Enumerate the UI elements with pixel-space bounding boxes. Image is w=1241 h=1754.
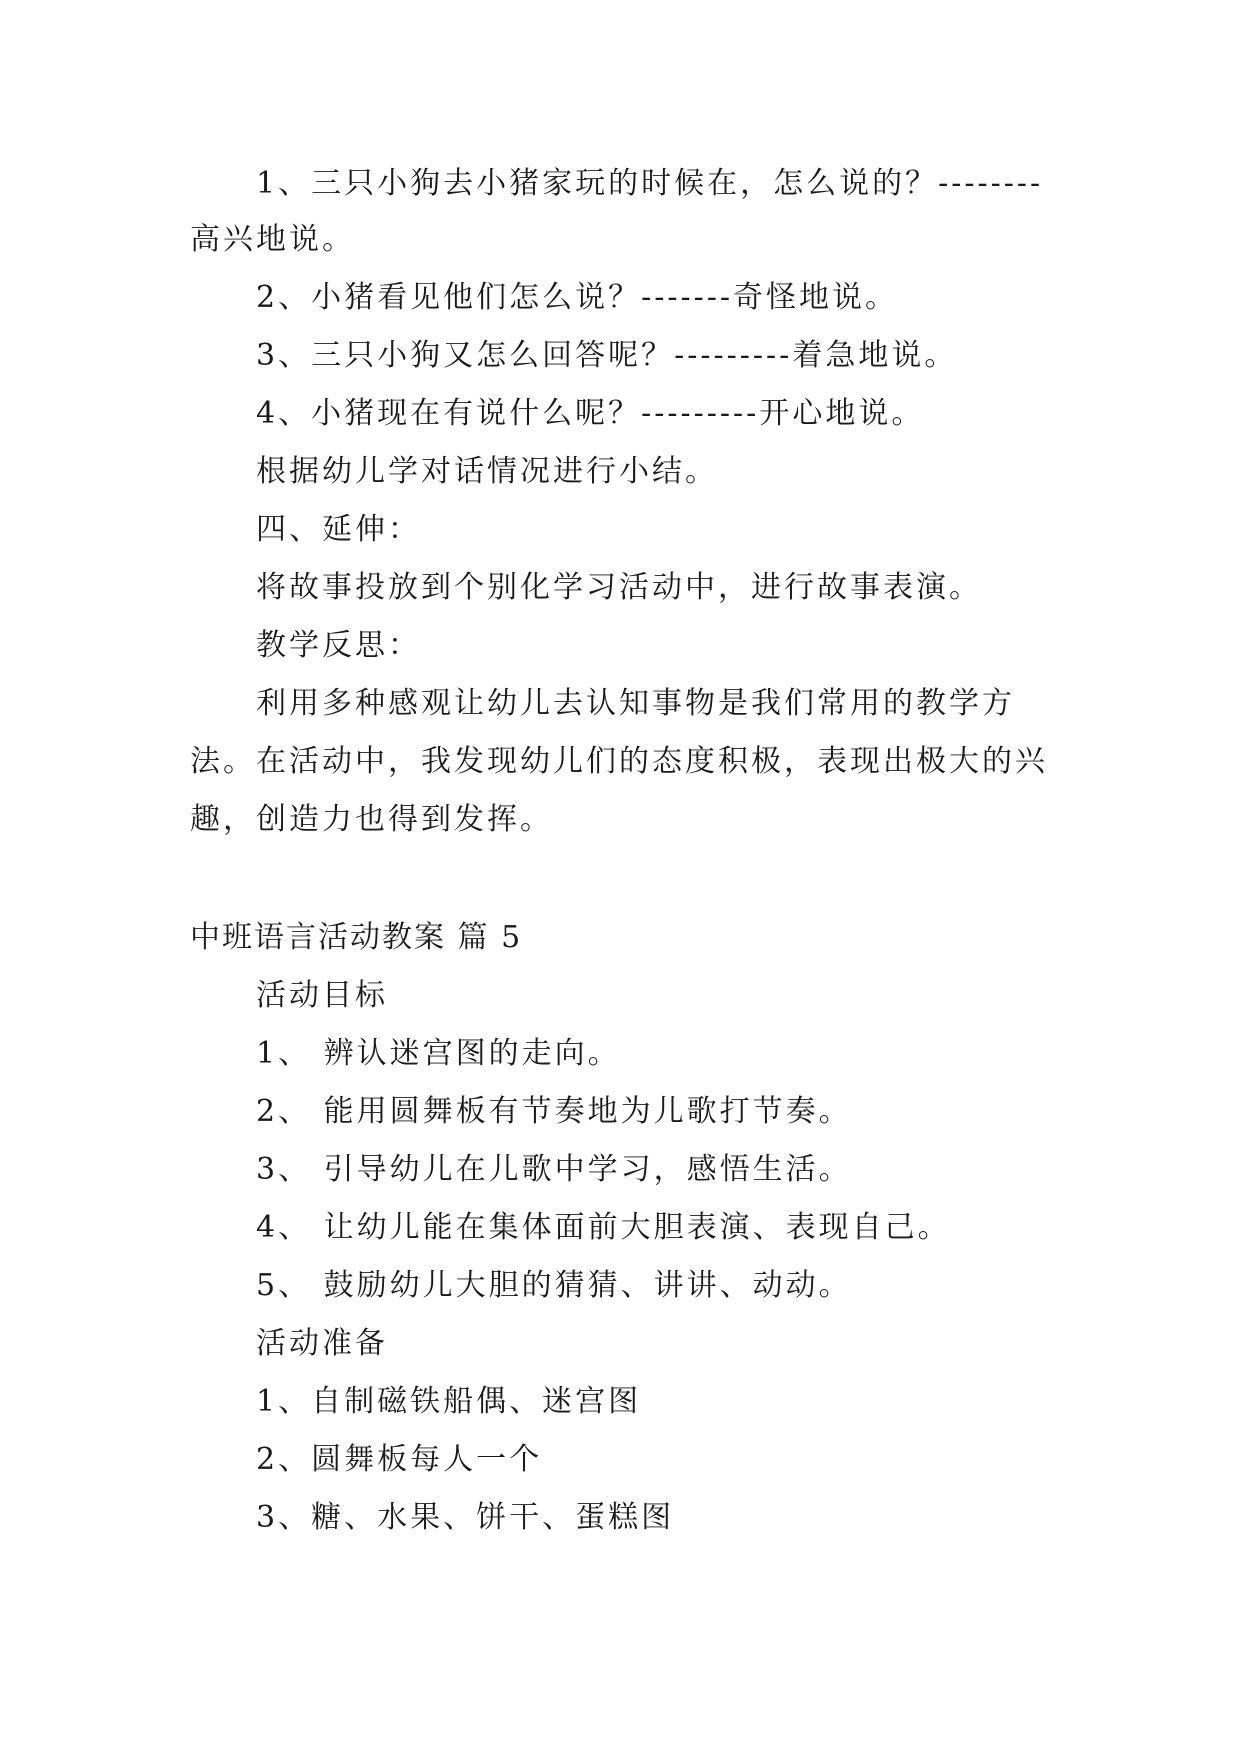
summary-text: 根据幼儿学对话情况进行小结。 <box>256 454 718 489</box>
question-4: 4、小猪现在有说什么呢？---------开心地说。 <box>256 396 925 431</box>
reflection-line-2: 法。在活动中，我发现幼儿们的态度积极，表现出极大的兴 <box>190 744 1048 779</box>
question-1-line-1: 1、三只小狗去小猪家玩的时候在，怎么说的？-------- <box>256 166 1044 201</box>
question-3: 3、三只小狗又怎么回答呢？---------着急地说。 <box>256 338 958 373</box>
goal-item: 5、 鼓励幼儿大胆的猜猜、讲讲、动动。 <box>256 1268 852 1303</box>
section-title: 中班语言活动教案 篇 5 <box>190 920 523 955</box>
preparation-item: 2、圆舞板每人一个 <box>256 1442 543 1477</box>
preparation-item: 1、自制磁铁船偶、迷宫图 <box>256 1384 642 1419</box>
goals-heading: 活动目标 <box>256 978 388 1013</box>
reflection-line-1: 利用多种感观让幼儿去认知事物是我们常用的教学方 <box>256 686 1015 721</box>
question-1-line-2: 高兴地说。 <box>190 222 355 257</box>
preparation-heading: 活动准备 <box>256 1326 388 1361</box>
goal-item: 1、 辨认迷宫图的走向。 <box>256 1036 621 1071</box>
extension-text: 将故事投放到个别化学习活动中，进行故事表演。 <box>256 570 982 605</box>
question-2: 2、小猪看见他们怎么说？-------奇怪地说。 <box>256 280 899 315</box>
reflection-line-3: 趣，创造力也得到发挥。 <box>190 802 553 837</box>
reflection-heading: 教学反思： <box>256 628 421 663</box>
goal-item: 2、 能用圆舞板有节奏地为儿歌打节奏。 <box>256 1094 852 1129</box>
goal-item: 4、 让幼儿能在集体面前大胆表演、表现自己。 <box>256 1210 951 1245</box>
goal-item: 3、 引导幼儿在儿歌中学习，感悟生活。 <box>256 1152 852 1187</box>
preparation-item: 3、糖、水果、饼干、蛋糕图 <box>256 1500 675 1535</box>
extension-heading: 四、延伸： <box>256 512 421 547</box>
